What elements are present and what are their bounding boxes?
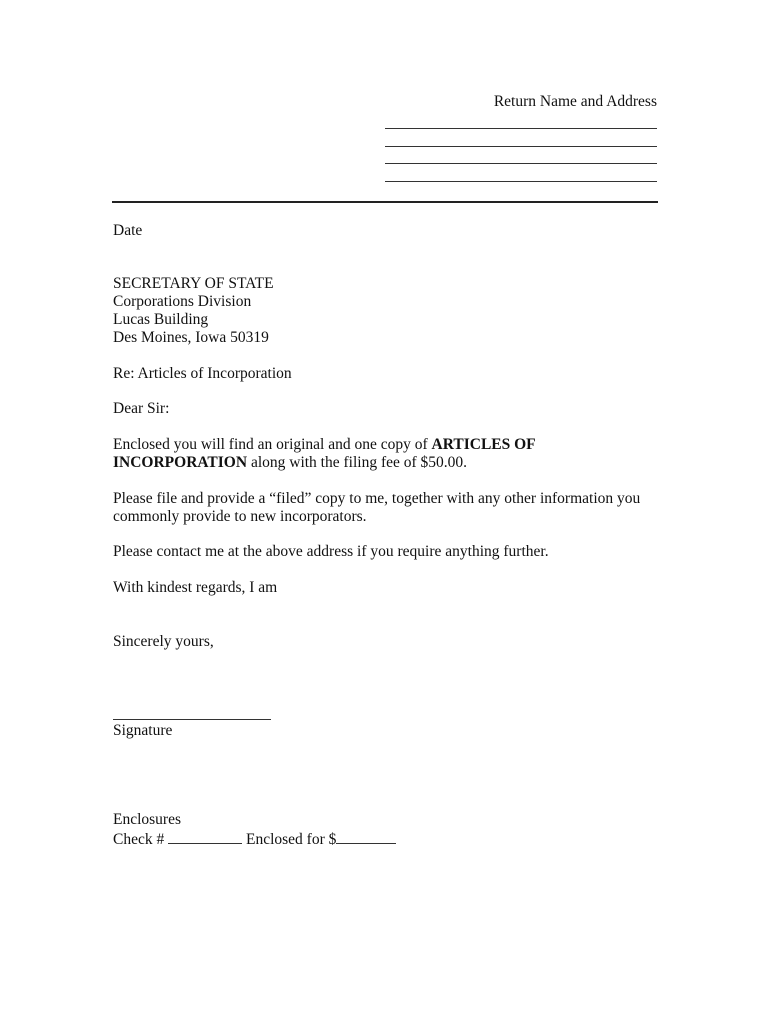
body-paragraph-1-bold-b: INCORPORATION xyxy=(113,454,248,471)
check-label: Check # xyxy=(113,831,169,848)
body-paragraph-1-text-b: along with the filing fee of $50.00. xyxy=(247,454,468,471)
enclosures-label: Enclosures xyxy=(113,811,182,828)
re-line: Re: Articles of Incorporation xyxy=(113,365,292,382)
enclosed-for-label: Enclosed for $ xyxy=(242,831,337,848)
header-divider xyxy=(112,201,658,203)
body-paragraph-2: Please file and provide a “filed” copy to me, together with any other information you commonly provide to new incorporators. xyxy=(113,490,641,525)
closing: Sincerely yours, xyxy=(113,633,214,650)
body-paragraph-1-line-1 xyxy=(113,436,536,454)
recipient-line-1: SECRETARY OF STATE xyxy=(113,275,274,292)
body-paragraph-1-line-2 xyxy=(113,454,467,472)
check-number-field[interactable] xyxy=(168,829,242,844)
recipient-line-2: Corporations Division xyxy=(113,293,252,310)
body-paragraph-4: With kindest regards, I am xyxy=(113,579,278,596)
return-address-line-1[interactable] xyxy=(385,128,657,129)
signature-label: Signature xyxy=(113,722,173,739)
body-paragraph-1-text-a: Enclosed you will find an original and one copy of xyxy=(113,436,432,453)
recipient-line-4: Des Moines, Iowa 50319 xyxy=(113,329,269,346)
check-line xyxy=(113,829,396,849)
recipient-line-3: Lucas Building xyxy=(113,311,209,328)
date-label: Date xyxy=(113,222,143,239)
signature-line[interactable] xyxy=(113,719,271,720)
salutation: Dear Sir: xyxy=(113,400,170,417)
enclosed-amount-field[interactable] xyxy=(336,829,396,844)
return-address-line-2[interactable] xyxy=(385,146,657,147)
return-address-line-3[interactable] xyxy=(385,163,657,164)
body-paragraph-3: Please contact me at the above address if you require anything further. xyxy=(113,543,549,560)
return-address-line-4[interactable] xyxy=(385,181,657,182)
return-address-title: Return Name and Address xyxy=(493,93,657,110)
body-paragraph-1-bold-a: ARTICLES OF xyxy=(431,436,536,453)
